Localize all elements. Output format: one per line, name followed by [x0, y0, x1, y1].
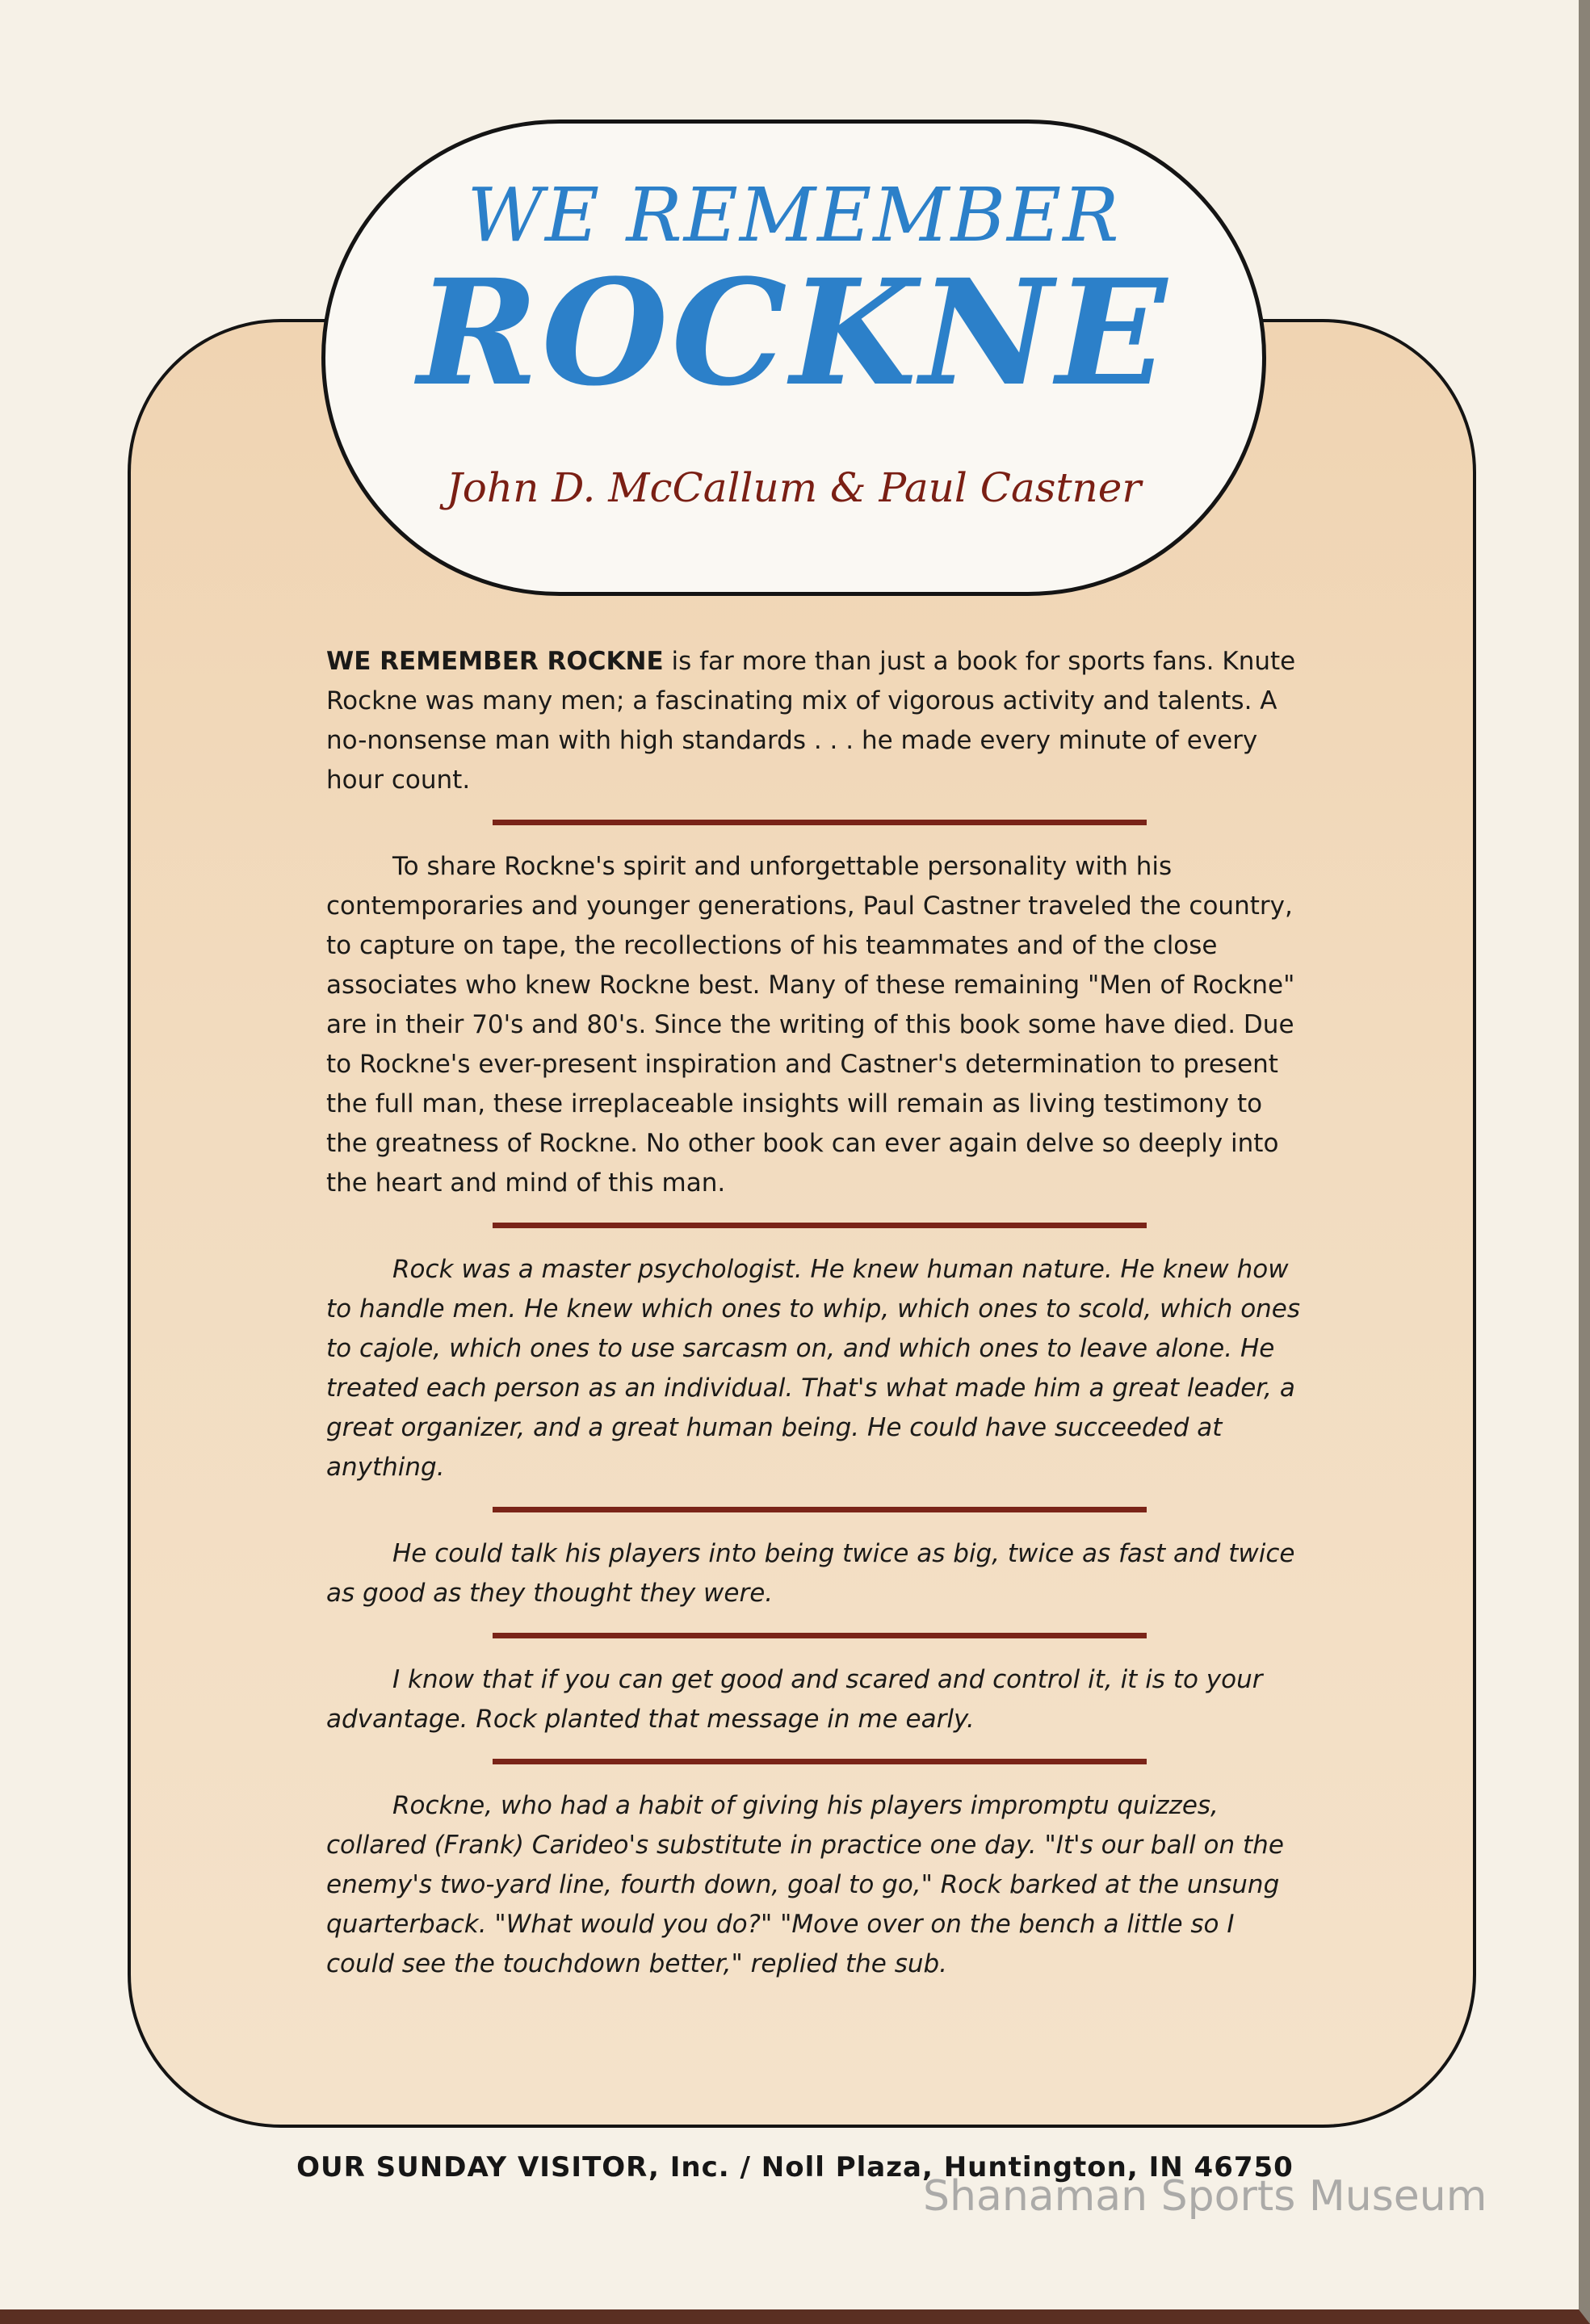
museum-watermark: Shanaman Sports Museum — [923, 2172, 1487, 2221]
publisher-line: OUR SUNDAY VISITOR, Inc. / Noll Plaza, Huntington, IN 46750 — [296, 2151, 1294, 2183]
divider-3 — [493, 1507, 1147, 1512]
quote-twice-as-big: He could talk his players into being twice as big, twice as fast and twice as good as they thought they were. — [326, 1539, 1295, 1608]
title-line-2: ROCKNE — [417, 248, 1170, 418]
intro-book-title: WE REMEMBER ROCKNE — [326, 647, 664, 676]
quote-scared: I know that if you can get good and scared and control it, it is to your advantage. Rock planted that message in me early. — [326, 1665, 1263, 1734]
title-line-1: WE REMEMBER — [467, 172, 1121, 258]
paragraph-castner: To share Rockne's spirit and unforgettable personality with his contemporaries and younger generations, Paul Castner traveled the country, to capture on tape, the recollections of his teammates and of the close associates who knew Rockne best. Many of these remaining "Men of Rockne" are in their 70's and 80's. Since the writing of this book some have died. Due to Rockne's ever-present inspiration and Castner's determination to present the full man, these irreplaceable insights will remain as living testimony to the greatness of Rockne. No other book can ever again delve so deeply into the heart and mind of this man. — [326, 852, 1295, 1198]
quote-carideo-substitute: Rockne, who had a habit of giving his players impromptu quizzes, collared (Frank) Carideo's substitute in practice one day. "It's our ball on the enemy's two-yard line, fourth down, goal to go," Rock barked at the unsung quarterback. "What would you do?" "Move over on the bench a little so I could see the touchdown better," replied the sub. — [326, 1791, 1284, 1978]
blurb-text — [326, 642, 1305, 1984]
intro-paragraph — [326, 642, 1305, 800]
authors-byline: John D. McCallum & Paul Castner — [446, 464, 1142, 511]
quote-psychologist: Rock was a master psychologist. He knew human nature. He knew how to handle men. He knew which ones to whip, which ones to scold, which ones to cajole, which ones to use sarcasm on, and which ones to leave alone. He treated each person as an individual. That's what made him a great leader, a great organizer, and a great human being. He could have succeeded at anything. — [326, 1255, 1301, 1482]
divider-2 — [493, 1223, 1147, 1228]
divider-1 — [493, 820, 1147, 825]
title-oval — [321, 120, 1266, 596]
divider-5 — [493, 1759, 1147, 1764]
divider-4 — [493, 1633, 1147, 1638]
intro-text: is far more than just a book for sports fans. Knute Rockne was many men; a fascinating mix of vigorous activity and talents. A no-nonsense man with high standards . . . he made every minute of every hour count. — [326, 647, 1296, 795]
